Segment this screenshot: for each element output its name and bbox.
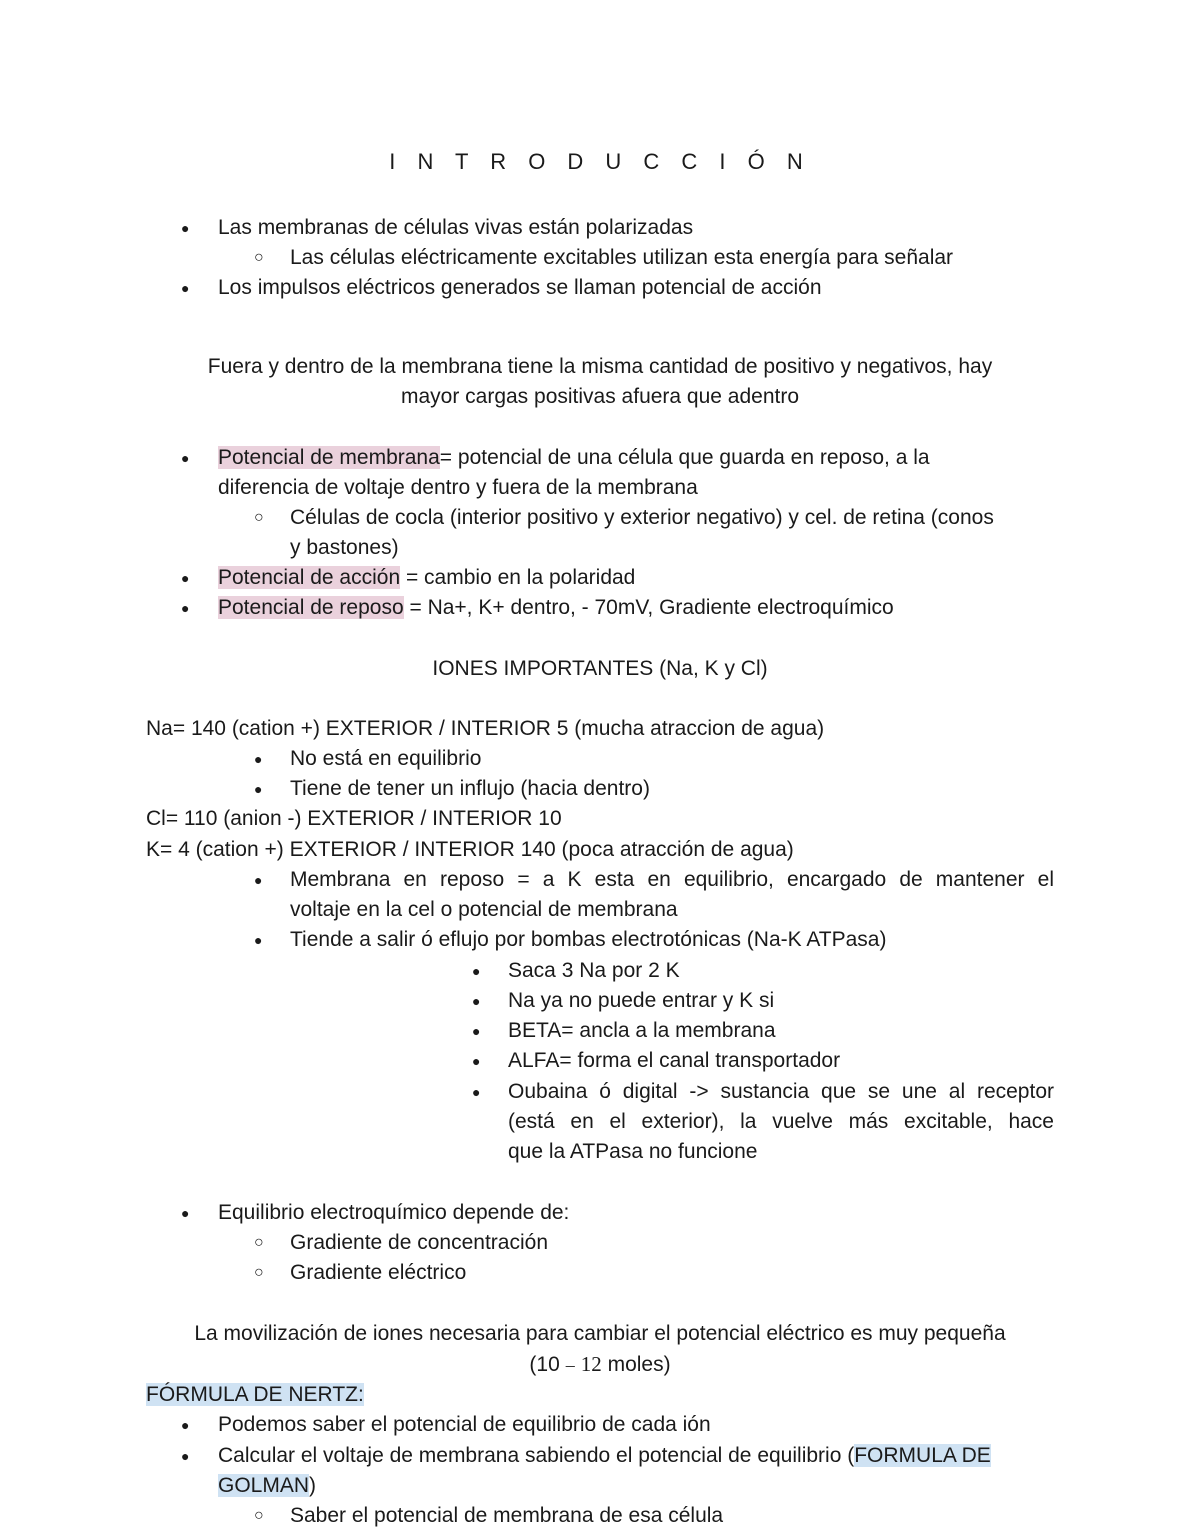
bullet-disc-icon: ● — [472, 1053, 481, 1069]
bullet-disc-icon: ● — [472, 1084, 481, 1100]
bullet-disc-icon: ● — [181, 1417, 190, 1433]
moles-close: moles) — [601, 1353, 671, 1376]
exponent-minus: – — [565, 1355, 575, 1375]
page-title: I N T R O D U C C I Ó N — [389, 149, 811, 174]
nernst-heading: FÓRMULA DE NERTZ: — [146, 1383, 364, 1406]
potassium-bullet-2: Tiende a salir ó eflujo por bombas electrotónicas (Na-K ATPasa) — [290, 928, 887, 951]
chloride-line: Cl= 110 (anion -) EXTERIOR / INTERIOR 10 — [146, 807, 562, 830]
bullet-disc-icon: ● — [181, 280, 190, 296]
bullet-circle-icon: ○ — [254, 249, 264, 266]
bullet-disc-icon: ● — [254, 751, 263, 767]
nernst-bullet-2-text: Calcular el voltaje de membrana sabiendo el potencial de equilibrio ( — [218, 1444, 855, 1467]
bullet-disc-icon: ● — [254, 872, 263, 888]
bullet-circle-icon: ○ — [254, 1234, 264, 1251]
rest-potential-definition: = Na+, K+ dentro, - 70mV, Gradiente electroquímico — [403, 596, 894, 619]
bullet-disc-icon: ● — [472, 963, 481, 979]
sodium-bullet-2: Tiene de tener un influjo (hacia dentro) — [290, 777, 650, 800]
bullet-disc-icon: ● — [181, 220, 190, 236]
bullet-disc-icon: ● — [181, 600, 190, 616]
intro-item-1: Las membranas de células vivas están polarizadas — [218, 216, 694, 239]
bullet-circle-icon: ○ — [254, 1264, 264, 1281]
membrane-potential-sub-line-1: Células de cocla (interior positivo y exterior negativo) y cel. de retina (conos — [290, 506, 994, 529]
exponent-number: 12 — [580, 1352, 602, 1376]
membrane-potential-sub-line-2: y bastones) — [290, 536, 399, 559]
nernst-heading-row — [146, 1380, 364, 1410]
rest-potential-item — [218, 593, 894, 623]
paragraph-2-line-1: La movilización de iones necesaria para cambiar el potencial eléctrico es muy pequeña — [194, 1322, 1006, 1345]
pump-item-1: Saca 3 Na por 2 K — [508, 959, 680, 982]
nernst-bullet-1: Podemos saber el potencial de equilibrio de cada ión — [218, 1413, 711, 1436]
action-potential-term: Potencial de acción — [218, 566, 401, 589]
membrane-potential-definition: = potencial de una célula que guarda en reposo, a la — [439, 446, 930, 469]
sodium-line: Na= 140 (cation +) EXTERIOR / INTERIOR 5 (mucha atraccion de agua) — [146, 717, 825, 740]
nernst-bullet-2-line-2 — [218, 1471, 316, 1501]
nernst-bullet-2-line-1 — [218, 1441, 991, 1471]
bullet-circle-icon: ○ — [254, 509, 264, 526]
membrane-potential-definition-cont: diferencia de voltaje dentro y fuera de la membrana — [218, 476, 698, 499]
rest-potential-term: Potencial de reposo — [218, 596, 404, 619]
equilibrium-sub-2: Gradiente eléctrico — [290, 1261, 467, 1284]
bullet-disc-icon: ● — [254, 781, 263, 797]
potassium-line: K= 4 (cation +) EXTERIOR / INTERIOR 140 (poca atracción de agua) — [146, 838, 794, 861]
ions-heading: IONES IMPORTANTES (Na, K y Cl) — [432, 657, 768, 680]
intro-item-2: Los impulsos eléctricos generados se llaman potencial de acción — [218, 276, 822, 299]
paragraph-2-line-2 — [0, 1349, 1200, 1379]
goldman-formula-highlight-cont: GOLMAN — [218, 1474, 310, 1497]
oubaina-line-1: Oubaina ó digital -> sustancia que se une al receptor — [508, 1080, 1054, 1103]
pump-item-4: ALFA= forma el canal transportador — [508, 1049, 841, 1072]
bullet-disc-icon: ● — [181, 570, 190, 586]
action-potential-item — [218, 563, 635, 593]
nernst-sub-1: Saber el potencial de membrana de esa célula — [290, 1504, 724, 1527]
potassium-bullet-1-line-2: voltaje en la cel o potencial de membrana — [290, 898, 678, 921]
membrane-potential-item — [218, 443, 930, 473]
moles-open: (10 — [529, 1353, 560, 1376]
membrane-potential-term: Potencial de membrana — [218, 446, 440, 469]
bullet-disc-icon: ● — [472, 993, 481, 1009]
pump-item-3: BETA= ancla a la membrana — [508, 1019, 776, 1042]
goldman-formula-highlight: FORMULA DE — [854, 1444, 991, 1467]
bullet-disc-icon: ● — [181, 450, 190, 466]
intro-item-1-sub: Las células eléctricamente excitables utilizan esta energía para señalar — [290, 246, 954, 269]
oubaina-line-2: (está en el exterior), la vuelve más excitable, hace — [508, 1110, 1054, 1133]
sodium-bullet-1: No está en equilibrio — [290, 747, 482, 770]
bullet-disc-icon: ● — [181, 1448, 190, 1464]
bullet-disc-icon: ● — [254, 932, 263, 948]
potassium-bullet-1-line-1: Membrana en reposo = a K esta en equilibrio, encargado de mantener el — [290, 868, 1054, 891]
bullet-disc-icon: ● — [472, 1023, 481, 1039]
bullet-disc-icon: ● — [181, 1205, 190, 1221]
paragraph-1-line-2: mayor cargas positivas afuera que adentro — [400, 385, 800, 408]
pump-item-2: Na ya no puede entrar y K si — [508, 989, 775, 1012]
bullet-circle-icon: ○ — [254, 1507, 264, 1524]
action-potential-definition: = cambio en la polaridad — [400, 566, 636, 589]
equilibrium-item: Equilibrio electroquímico depende de: — [218, 1201, 570, 1224]
equilibrium-sub-1: Gradiente de concentración — [290, 1231, 548, 1254]
nernst-bullet-2-close: ) — [309, 1474, 317, 1497]
oubaina-line-3: que la ATPasa no funcione — [508, 1140, 758, 1163]
paragraph-1-line-1: Fuera y dentro de la membrana tiene la misma cantidad de positivo y negativos, hay — [207, 355, 993, 378]
